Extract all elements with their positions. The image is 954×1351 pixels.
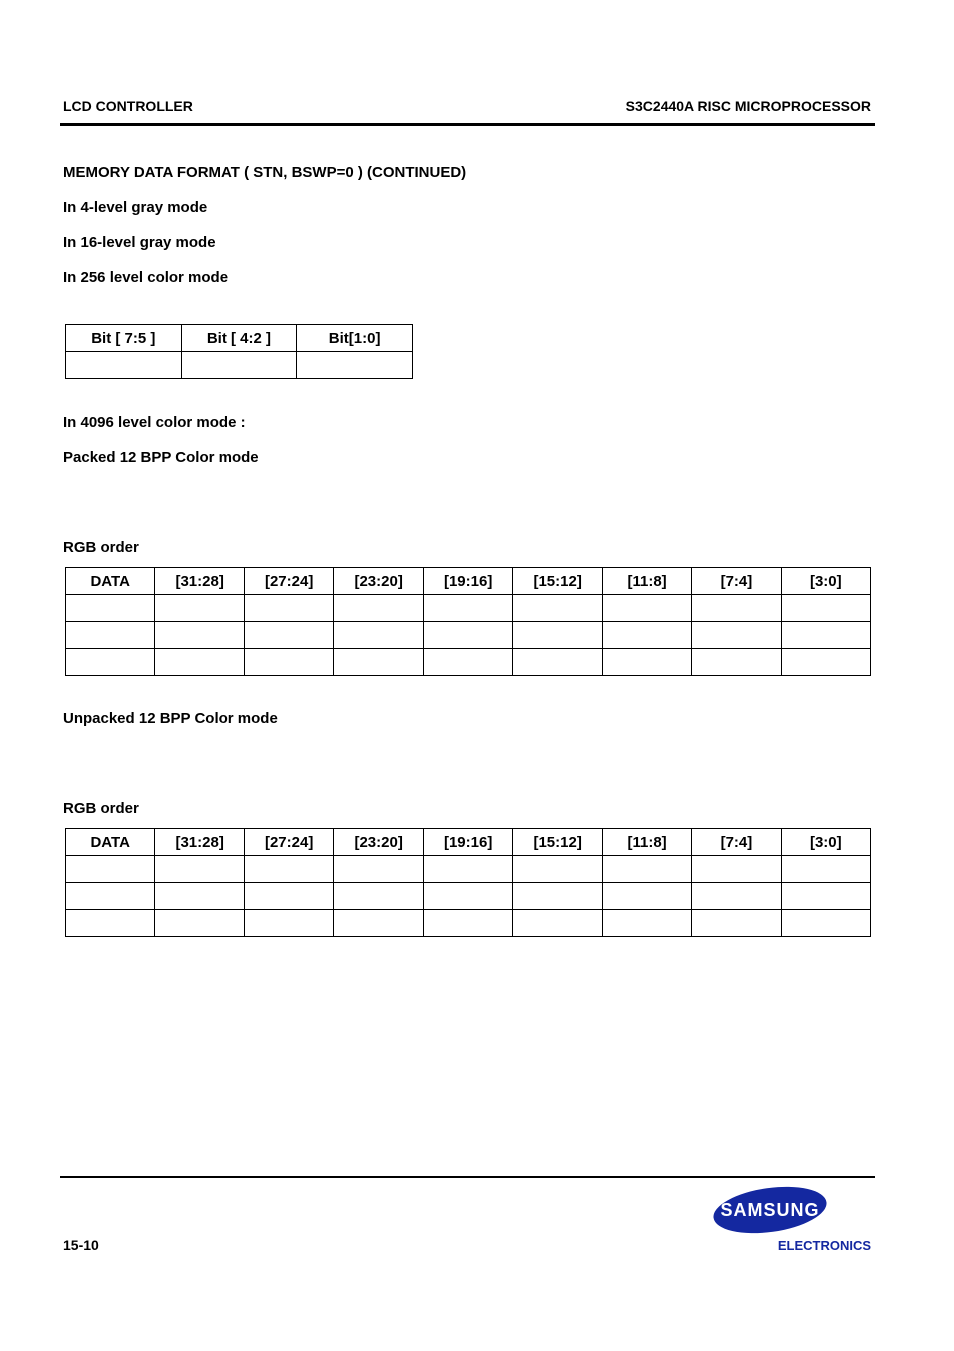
table-cell bbox=[513, 622, 603, 649]
table-cell bbox=[692, 856, 781, 883]
table-cell bbox=[602, 595, 691, 622]
table-cell bbox=[781, 622, 870, 649]
table-header-cell: Bit[1:0] bbox=[297, 325, 413, 352]
table-cell bbox=[423, 910, 513, 937]
table-cell bbox=[692, 910, 781, 937]
table-cell bbox=[423, 883, 513, 910]
table-row bbox=[66, 910, 871, 937]
logo-subtext: ELECTRONICS bbox=[777, 1238, 871, 1253]
table-cell bbox=[66, 856, 155, 883]
table-cell bbox=[602, 622, 691, 649]
table-header-cell: [11:8] bbox=[602, 829, 691, 856]
table-cell bbox=[513, 856, 603, 883]
table-cell bbox=[297, 352, 413, 379]
table-cell bbox=[244, 595, 334, 622]
table-cell bbox=[66, 595, 155, 622]
table-cell bbox=[155, 649, 245, 676]
table-cell bbox=[513, 883, 603, 910]
table-row bbox=[66, 595, 871, 622]
section-title: MEMORY DATA FORMAT ( STN, BSWP=0 ) (CONTINUED) bbox=[63, 164, 467, 181]
table-cell bbox=[244, 622, 334, 649]
table-cell bbox=[244, 649, 334, 676]
table-header-cell: Bit [ 4:2 ] bbox=[181, 325, 297, 352]
table-cell bbox=[66, 622, 155, 649]
table-header-cell: [31:28] bbox=[155, 568, 245, 595]
table-cell bbox=[602, 649, 691, 676]
table-cell bbox=[155, 883, 245, 910]
table-row bbox=[66, 622, 871, 649]
table-cell bbox=[513, 595, 603, 622]
table-header-cell: DATA bbox=[66, 829, 155, 856]
table-row bbox=[66, 352, 413, 379]
table-cell bbox=[66, 883, 155, 910]
table-cell bbox=[602, 883, 691, 910]
table-cell bbox=[181, 352, 297, 379]
table-cell bbox=[423, 595, 513, 622]
table-cell bbox=[334, 649, 424, 676]
table-cell bbox=[781, 856, 870, 883]
table-cell bbox=[155, 622, 245, 649]
table-cell bbox=[781, 595, 870, 622]
unpacked-rgb-order: RGB order bbox=[63, 800, 139, 817]
table-cell bbox=[781, 883, 870, 910]
table-header-cell: [31:28] bbox=[155, 829, 245, 856]
header-rule bbox=[60, 123, 875, 126]
header-right: S3C2440A RISC MICROPROCESSOR bbox=[625, 98, 871, 114]
table-row bbox=[66, 883, 871, 910]
table-header-cell: [15:12] bbox=[513, 568, 603, 595]
table-header-cell: [23:20] bbox=[334, 568, 424, 595]
packed-title: Packed 12 BPP Color mode bbox=[63, 449, 259, 466]
table-header-cell: [7:4] bbox=[692, 829, 781, 856]
table-header-cell: [15:12] bbox=[513, 829, 603, 856]
table-cell bbox=[66, 910, 155, 937]
table-cell bbox=[66, 352, 182, 379]
table-256color bbox=[65, 324, 413, 379]
table-header-cell: [19:16] bbox=[423, 829, 513, 856]
mode-4gray: In 4-level gray mode bbox=[63, 199, 208, 216]
mode-4096color: In 4096 level color mode : bbox=[63, 414, 246, 431]
table-cell bbox=[692, 622, 781, 649]
table-cell bbox=[423, 649, 513, 676]
table-cell bbox=[602, 856, 691, 883]
table-header-cell: [27:24] bbox=[244, 568, 334, 595]
logo-text: SAMSUNG bbox=[720, 1200, 820, 1220]
table-cell bbox=[781, 910, 870, 937]
packed-rgb-order: RGB order bbox=[63, 539, 139, 556]
table-header-cell: [7:4] bbox=[692, 568, 781, 595]
header-left: LCD CONTROLLER bbox=[63, 98, 193, 114]
table-cell bbox=[334, 910, 424, 937]
table-cell bbox=[423, 622, 513, 649]
table-cell bbox=[155, 910, 245, 937]
table-cell bbox=[781, 649, 870, 676]
table-cell bbox=[334, 856, 424, 883]
table-header-cell: DATA bbox=[66, 568, 155, 595]
table-cell bbox=[692, 649, 781, 676]
table-cell bbox=[692, 595, 781, 622]
table-cell bbox=[513, 910, 603, 937]
table-cell bbox=[244, 856, 334, 883]
mode-16gray: In 16-level gray mode bbox=[63, 234, 216, 251]
samsung-logo bbox=[712, 1183, 876, 1255]
table-cell bbox=[155, 856, 245, 883]
table-cell bbox=[244, 910, 334, 937]
table-cell bbox=[155, 595, 245, 622]
table-row bbox=[66, 856, 871, 883]
table-header-row bbox=[66, 829, 871, 856]
table-cell bbox=[334, 622, 424, 649]
table-cell bbox=[334, 595, 424, 622]
table-cell bbox=[334, 883, 424, 910]
table-cell bbox=[66, 649, 155, 676]
footer-rule bbox=[60, 1176, 875, 1178]
page-number: 15-10 bbox=[63, 1237, 99, 1253]
table-header-row bbox=[66, 568, 871, 595]
table-header-cell: [23:20] bbox=[334, 829, 424, 856]
table-header-cell: [19:16] bbox=[423, 568, 513, 595]
unpacked-title: Unpacked 12 BPP Color mode bbox=[63, 710, 278, 727]
table-row bbox=[66, 649, 871, 676]
table-unpacked-12bpp bbox=[65, 828, 871, 937]
table-header-cell: Bit [ 7:5 ] bbox=[66, 325, 182, 352]
table-cell bbox=[513, 649, 603, 676]
table-header-row bbox=[66, 325, 413, 352]
table-packed-12bpp bbox=[65, 567, 871, 676]
table-cell bbox=[244, 883, 334, 910]
table-header-cell: [11:8] bbox=[602, 568, 691, 595]
table-cell bbox=[692, 883, 781, 910]
table-header-cell: [27:24] bbox=[244, 829, 334, 856]
table-header-cell: [3:0] bbox=[781, 568, 870, 595]
mode-256color: In 256 level color mode bbox=[63, 269, 229, 286]
table-cell bbox=[602, 910, 691, 937]
table-cell bbox=[423, 856, 513, 883]
table-header-cell: [3:0] bbox=[781, 829, 870, 856]
